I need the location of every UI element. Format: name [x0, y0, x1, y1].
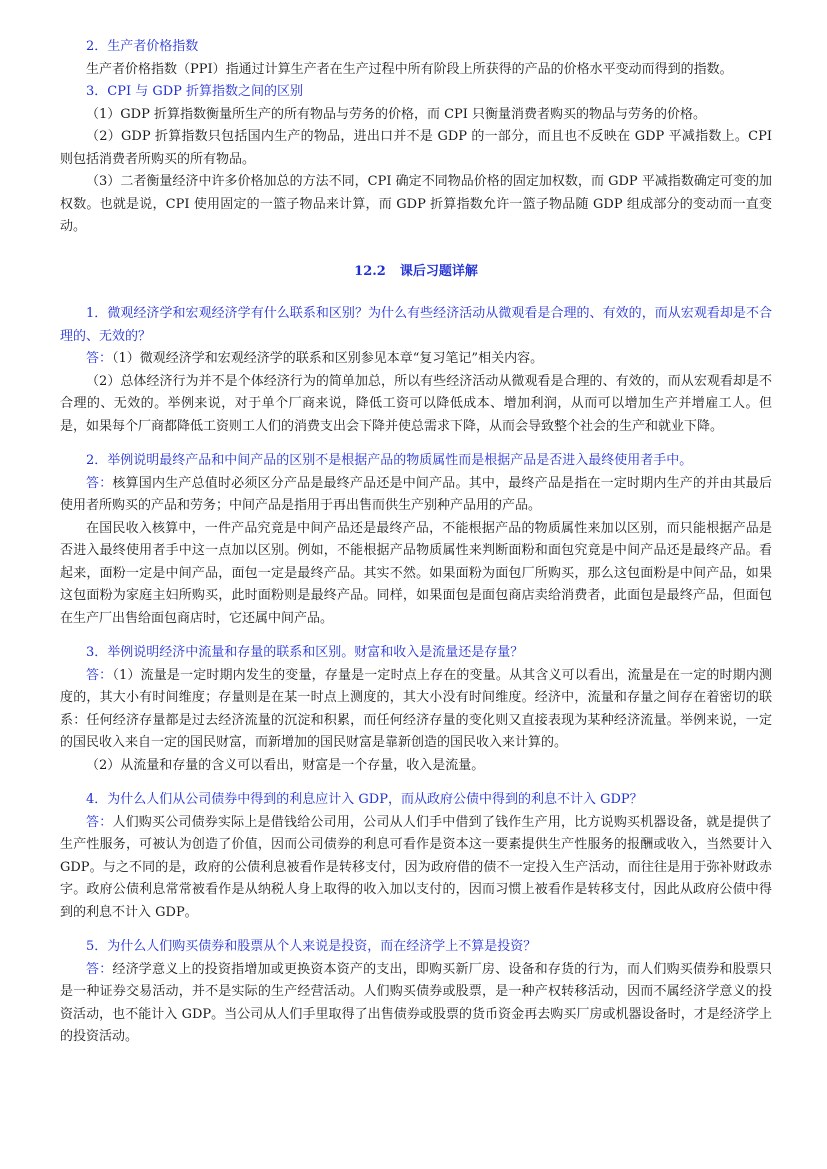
answer-1-paragraph-2: （2）总体经济行为并不是个体经济行为的简单加总，所以有些经济活动从微观看是合理的、有效的，而从宏观看却是不合理的、无效的。举例来说，对于单个厂商来说，降低工资可以降低成本、增加利润，从而可以增加生产并增雇工人。但是，如果每个厂商都降低工资则工人们的消费支出会下降并使总需求下降，从而会导致整个社会的生产和就业下降。 — [60, 373, 772, 434]
answer-4-text: 人们购买公司债券实际上是借钱给公司用，公司从人们手中借到了钱作生产用，比方说购买机器设备，就是提供了生产性服务，可被认为创造了价值，因而公司债券的利息可看作是资本这一要素提供生产性服务的报酬或收入，当然要计入 GDP。与之不同的是，政府的公债利息被看作是转移支付，因为政府借的债不一定投入生产活动，而往往是用于弥补财政赤字。政府公债利息常常被看作是从纳税人身上取得的收入加以支付的，因而习惯上被看作是转移支付，因此从政府公债中得到的利息不计入 GDP。 — [60, 814, 772, 920]
question-2: 2．举例说明最终产品和中间产品的区别不是根据产品的物质属性而是根据产品是否进入最终使用者手中。 — [86, 453, 693, 468]
answer-label: 答： — [86, 351, 113, 366]
paragraph-ppi: 生产者价格指数（PPI）指通过计算生产者在生产过程中所有阶段上所获得的产品的价格水平变动而得到的指数。 — [86, 61, 733, 77]
answer-2-text: 核算国内生产总值时必须区分产品是最终产品还是中间产品。其中，最终产品是指在一定时期内生产的并由其最后使用者所购买的产品和劳务；中间产品是指用于再出售而供生产别种产品用的产品。 — [60, 475, 772, 513]
question-3: 3．举例说明经济中流量和存量的联系和区别。财富和收入是流量还是存量？ — [86, 645, 524, 660]
answer-1-text: （1）微观经济学和宏观经济学的联系和区别参见本章“复习笔记”相关内容。 — [112, 351, 544, 366]
document-page — [60, 36, 772, 1049]
answer-4 — [60, 812, 772, 925]
answer-label: 答： — [86, 667, 113, 683]
question-5: 5．为什么人们购买债券和股票从个人来说是投资，而在经济学上不算是投资？ — [86, 939, 537, 954]
paragraph-cpi-gdp-2: （2）GDP 折算指数只包括国内生产的物品，进出口并不是 GDP 的一部分，而且也不反映在 GDP 平减指数上。CPI 则包括消费者所购买的所有物品。 — [60, 129, 772, 167]
answer-2 — [60, 473, 772, 518]
answer-3-text: （1）流量是一定时期内发生的变量，存量是一定时点上存在的变量。从其含义可以看出，流量是在一定的时期内测度的，其大小有时间维度；存量则是在某一时点上测度的，其大小没有时间维度。经济中，流量和存量之间存在着密切的联系：任何经济存量都是过去经济流量的沉淀和积累，而任何经济存量的变化则又直接表现为某种经济流量。举例来说，一定的国民收入来自一定的国民财富，而新增加的国民财富是靠新创造的国民收入来计算的。 — [60, 667, 772, 750]
answer-5-text: 经济学意义上的投资指增加或更换资本资产的支出，即购买新厂房、设备和存货的行为，而人们购买债券和股票只是一种证券交易活动，并不是实际的生产经营活动。人们购买债券或股票，是一种产权转移活动，因而不属经济学意义的投资活动，也不能计入 GDP。当公司从人们手里取得了出售债券或股票的货币资金再去购买厂房或机器设备时，才是经济学上的投资活动。 — [60, 961, 772, 1044]
answer-label: 答： — [86, 814, 113, 830]
section-heading-ppi: 2．生产者价格指数 — [86, 39, 199, 54]
answer-2-paragraph-2: 在国民收入核算中，一件产品究竟是中间产品还是最终产品，不能根据产品的物质属性来加以区别，而只能根据产品是否进入最终使用者手中这一点加以区别。例如，不能根据产品物质属性来判断面粉和面包究竟是中间产品还是最终产品。看起来，面粉一定是中间产品，面包一定是最终产品。其实不然。如果面粉为面包厂所购买，那么这包面粉是中间产品，如果这包面粉为家庭主妇所购买，此时面粉则是最终产品。同样，如果面包是面包商店卖给消费者，此面包是最终产品，但面包在生产厂出售给面包商店时，它还属中间产品。 — [60, 520, 772, 626]
section-number: 12.2 — [354, 263, 386, 279]
answer-label: 答： — [86, 961, 113, 977]
answer-3 — [60, 665, 772, 755]
question-1: 1．微观经济学和宏观经济学有什么联系和区别？为什么有些经济活动从微观看是合理的、有效的，而从宏观看却是不合理的、无效的？ — [60, 306, 772, 344]
question-4: 4．为什么人们从公司债券中得到的利息应计入 GDP，而从政府公债中得到的利息不计入 GDP？ — [86, 792, 643, 807]
answer-3-paragraph-2: （2）从流量和存量的含义可以看出，财富是一个存量，收入是流量。 — [86, 757, 485, 773]
section-title — [60, 261, 772, 284]
answer-5 — [60, 959, 772, 1049]
paragraph-cpi-gdp-1: （1）GDP 折算指数衡量所生产的所有物品与劳务的价格，而 CPI 只衡量消费者购买的物品与劳务的价格。 — [86, 106, 707, 122]
section-heading-cpi-gdp: 3．CPI 与 GDP 折算指数之间的区别 — [86, 84, 304, 99]
answer-label: 答： — [86, 475, 113, 491]
paragraph-cpi-gdp-3: （3）二者衡量经济中许多价格加总的方法不同，CPI 确定不同物品价格的固定加权数，而 GDP 平减指数确定可变的加权数。也就是说，CPI 使用固定的一篮子物品来计算，而 GDP 折算指数允许一篮子物品随 GDP 组成部分的变动而一直变动。 — [60, 174, 772, 234]
answer-1 — [60, 348, 772, 371]
section-title-text: 课后习题详解 — [399, 263, 478, 279]
